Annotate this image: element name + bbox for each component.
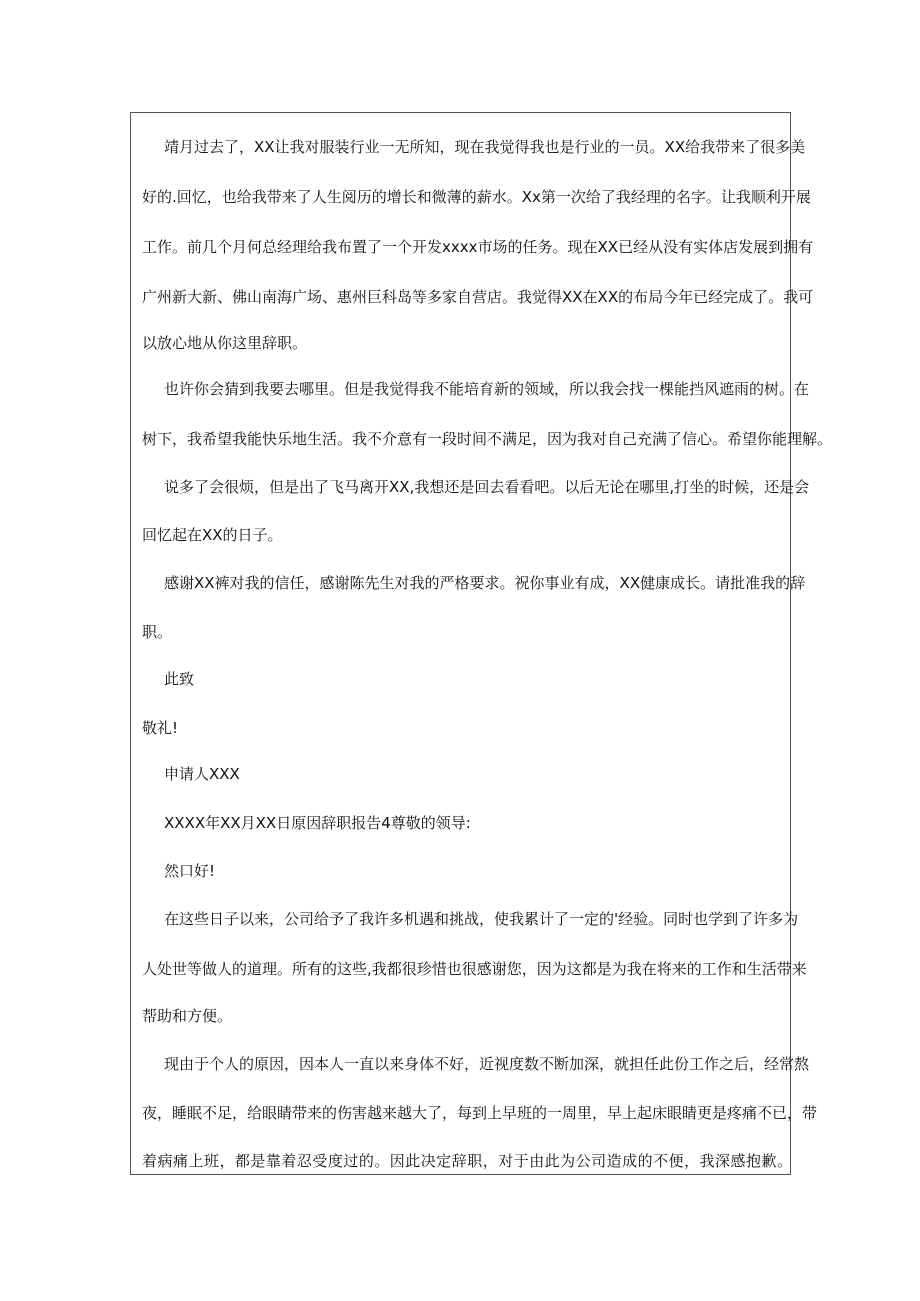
paragraph-1-line-1: 靖月过去了，XX让我对服装行业一无所知，现在我觉得我也是行业的一员。XX给我带来了很多美 bbox=[164, 138, 806, 156]
paragraph-3-line-1: 说多了会很烦，但是出了飞马离开XX,我想还是回去看看吧。以后无论在哪里,打坐的时候，还是会 bbox=[164, 478, 810, 496]
paragraph-2-line-1: 也许你会猜到我要去哪里。但是我觉得我不能培育新的领域，所以我会找一棵能挡风遮雨的树。在 bbox=[164, 380, 810, 398]
paragraph-6-line-1: 现由于个人的原因，因本人一直以来身体不好，近视度数不断加深，就担任此份工作之后，经常熬 bbox=[164, 1055, 810, 1073]
paragraph-5-line-2: 人处世等做人的道理。所有的这些,我都很珍惜也很感谢您，因为这都是为我在将来的工作和生活带来 bbox=[142, 960, 807, 978]
closing-regards: 敬礼! bbox=[142, 719, 179, 737]
paragraph-2-line-2: 树下，我希望我能快乐地生活。我不介意有一段时间不满足，因为我对自己充满了信心。希望你能理解。 bbox=[142, 430, 833, 448]
paragraph-1-line-4: 广州新大新、佛山南海广场、惠州巨科岛等多家自营店。我觉得XX在XX的布局今年已经完成了。我可 bbox=[142, 288, 814, 306]
paragraph-4-line-1: 感谢XX裤对我的信任，感谢陈先生对我的严格要求。祝你事业有成，XX健康成长。请批准我的辞 bbox=[164, 574, 806, 592]
paragraph-6-line-2: 夜，睡眠不足，给眼睛带来的伤害越来越大了，每到上早班的一周里，早上起床眼睛更是疼痛不已，带 bbox=[142, 1104, 818, 1122]
paragraph-6-line-3: 着病痛上班，都是靠着忍受度过的。因此决定辞职，对于由此为公司造成的不便，我深感抱歉。 bbox=[142, 1152, 792, 1170]
paragraph-1-line-3: 工作。前几个月何总经理给我布置了一个开发xxxx市场的任务。现在XX已经从没有实体店发展到拥有 bbox=[142, 238, 814, 256]
paragraph-4-line-2: 职。 bbox=[142, 623, 173, 641]
paragraph-3-line-2: 回忆起在XX的日子。 bbox=[142, 526, 283, 544]
applicant-signature: 申请人XXX bbox=[164, 765, 240, 783]
paragraph-5-line-3: 帮助和方便。 bbox=[142, 1007, 233, 1025]
date-and-heading: XXXX年XX月XX日原因辞职报告4尊敬的领导: bbox=[164, 814, 471, 832]
closing-salutation: 此致 bbox=[164, 670, 195, 688]
paragraph-5-line-1: 在这些日子以来，公司给予了我许多机遇和挑战，使我累计了一定的'经验。同时也学到了许多为 bbox=[164, 910, 799, 928]
greeting: 然口好! bbox=[164, 862, 216, 880]
paragraph-1-line-5: 以放心地从你这里辞职。 bbox=[142, 334, 308, 352]
paragraph-1-line-2: 好的.回忆，也给我带来了人生阅历的增长和微薄的薪水。Xx第一次给了我经理的名字。让我顺利开展 bbox=[142, 188, 811, 206]
